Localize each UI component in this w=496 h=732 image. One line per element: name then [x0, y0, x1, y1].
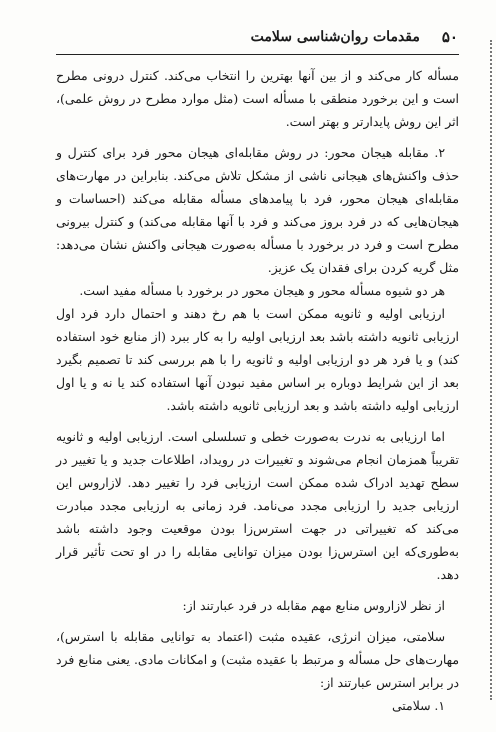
body-text: [56, 64, 459, 717]
paragraph-appraisal-order: ارزیابی اولیه و ثانویه ممکن است با هم رخ دهند و احتمال دارد فرد اول ارزیابی ثانویه داشته باشد بعد ارزیابی اولیه را به کار ببرد (از منابع خود استفاده کند) و یا فرد هر دو ارزیابی اولیه و ثانویه را با هم بررسی کند تا تصمیم بگیرد بعد از این شرایط دوباره بر اساس مفید نبودن آنها استفاده کند یا نه و یا اول ارزیابی اولیه داشته باشد و بعد ارزیابی ثانویه داشته باشد.: [56, 306, 459, 413]
list-item-health: ۱. سلامتی: [391, 698, 445, 713]
paragraph-reappraisal: اما ارزیابی به ندرت به‌صورت خطی و تسلسلی است. ارزیابی اولیه و ثانویه تقریباً همزمان انجام می‌شوند و تغییرات در رویداد، اطلاعات جدید و یا تغییر در سطح تهدید ادراک شده ممکن است ارزیابی فرد را تغییر دهد. لازاروس این ارزیابی جدید را ارزیابی مجدد می‌نامد. فرد زمانی به ارزیابی مجدد مبادرت می‌کند که تغییراتی در جهت استرس‌زا بودن موقعیت وجود داشته باشد به‌طوری‌که این استرس‌زا بودن میزان توانایی مقابله را در او تحت تأثیر قرار دهد.: [56, 429, 459, 582]
paragraph-both-useful: هر دو شیوه مسأله محور و هیجان محور در برخورد با مسأله مفید است.: [79, 283, 445, 298]
header-rule: [56, 54, 459, 55]
paragraph-emotion-focused: ۲. مقابله هیجان محور: در روش مقابله‌ای هیجان محور فرد برای کنترل و حذف واکنش‌های هیجانی ناشی از مشکل تلاش می‌کند. بنابراین در مهارت‌های مقابله‌ای هیجان محور، فرد با پیامدهای مسأله مقابله می‌کند (احساسات و هیجان‌هایی که در فرد بروز می‌کند و فرد با آنها مقابله می‌کند) و کنترل بیرونی مطرح است و فرد در برخورد با مسأله به‌صورت هیجانی واکنش نشان می‌دهد: مثل گریه کردن برای فقدان یک عزیز.: [56, 145, 459, 275]
page-number: ۵۰: [441, 28, 458, 46]
page-header: [140, 26, 458, 48]
page-edge-shadow: [488, 40, 492, 700]
paragraph-resources-list: سلامتی، میزان انرژی، عقیده مثبت (اعتماد به توانایی مقابله با استرس)، مهارت‌های حل مسأله و مرتبط با عقیده مثبت) و امکانات مادی. یعنی منابع فرد در برابر استرس عبارتند از:: [56, 629, 459, 690]
running-title: مقدمات روان‌شناسی سلامت: [250, 29, 420, 45]
paragraph-resources-intro: از نظر لازاروس منابع مهم مقابله در فرد عبارتند از:: [182, 598, 445, 613]
paragraph-problem-focused: مسأله کار می‌کند و از بین آنها بهترین را انتخاب می‌کند. کنترل درونی مطرح است و این برخورد منطقی با مسأله است (مثل موارد مطرح در روش علمی)، اثر این روش پایدارتر و بهتر است.: [56, 68, 459, 129]
